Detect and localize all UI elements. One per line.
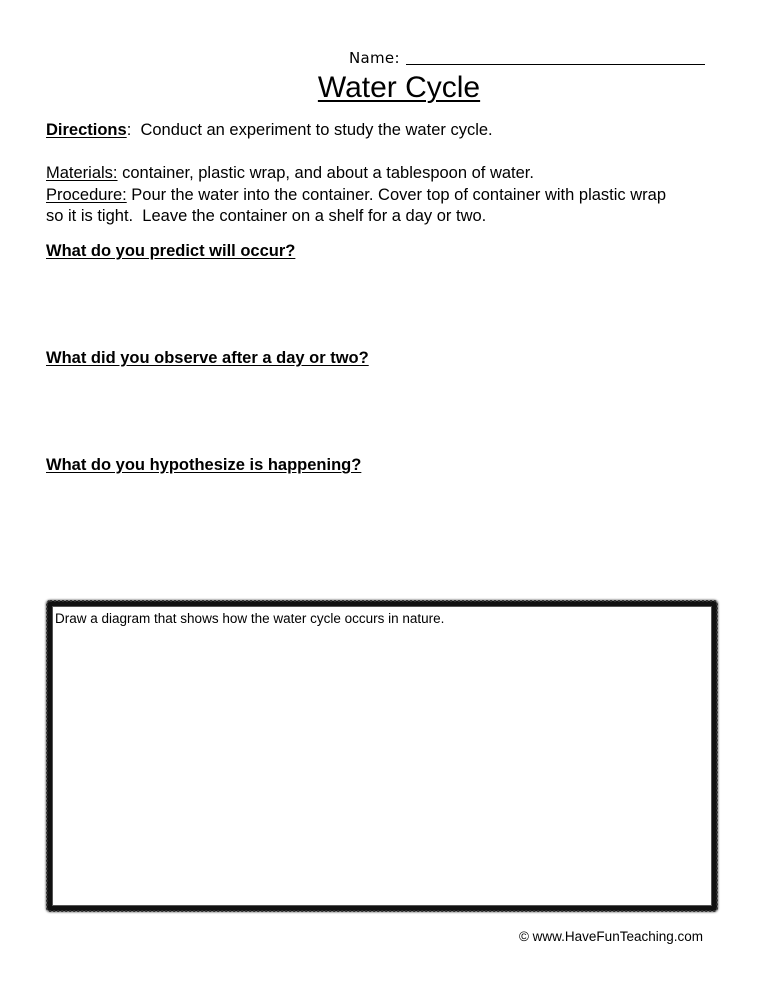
- directions-label: Directions: [46, 121, 127, 139]
- page-title: Water Cycle: [317, 71, 481, 104]
- question-hypothesize: What do you hypothesize is happening?: [46, 456, 362, 474]
- directions-text: Conduct an experiment to study the water cycle.: [131, 121, 493, 139]
- materials-label: Materials:: [46, 164, 118, 182]
- question-observe: What did you observe after a day or two?: [46, 349, 369, 367]
- procedure-line-1: [46, 185, 666, 206]
- procedure-text-1: Pour the water into the container. Cover top of container with plastic wrap: [126, 186, 667, 204]
- question-predict: What do you predict will occur?: [46, 242, 296, 260]
- name-field-row: [349, 45, 705, 67]
- diagram-box-label: Draw a diagram that shows how the water cycle occurs in nature.: [55, 611, 445, 626]
- name-label: Name:: [349, 49, 400, 67]
- materials-line: [46, 163, 534, 184]
- diagram-drawing-box[interactable]: [47, 601, 717, 911]
- directions-line: [46, 120, 493, 141]
- materials-text: container, plastic wrap, and about a tablespoon of water.: [117, 164, 534, 182]
- directions-colon: :: [126, 121, 132, 139]
- copyright-footer: © www.HaveFunTeaching.com: [518, 929, 703, 944]
- name-blank-line[interactable]: [406, 48, 705, 65]
- procedure-text-2: so it is tight. Leave the container on a shelf for a day or two.: [46, 207, 487, 225]
- procedure-label: Procedure:: [46, 186, 127, 204]
- procedure-line-2: [46, 206, 486, 227]
